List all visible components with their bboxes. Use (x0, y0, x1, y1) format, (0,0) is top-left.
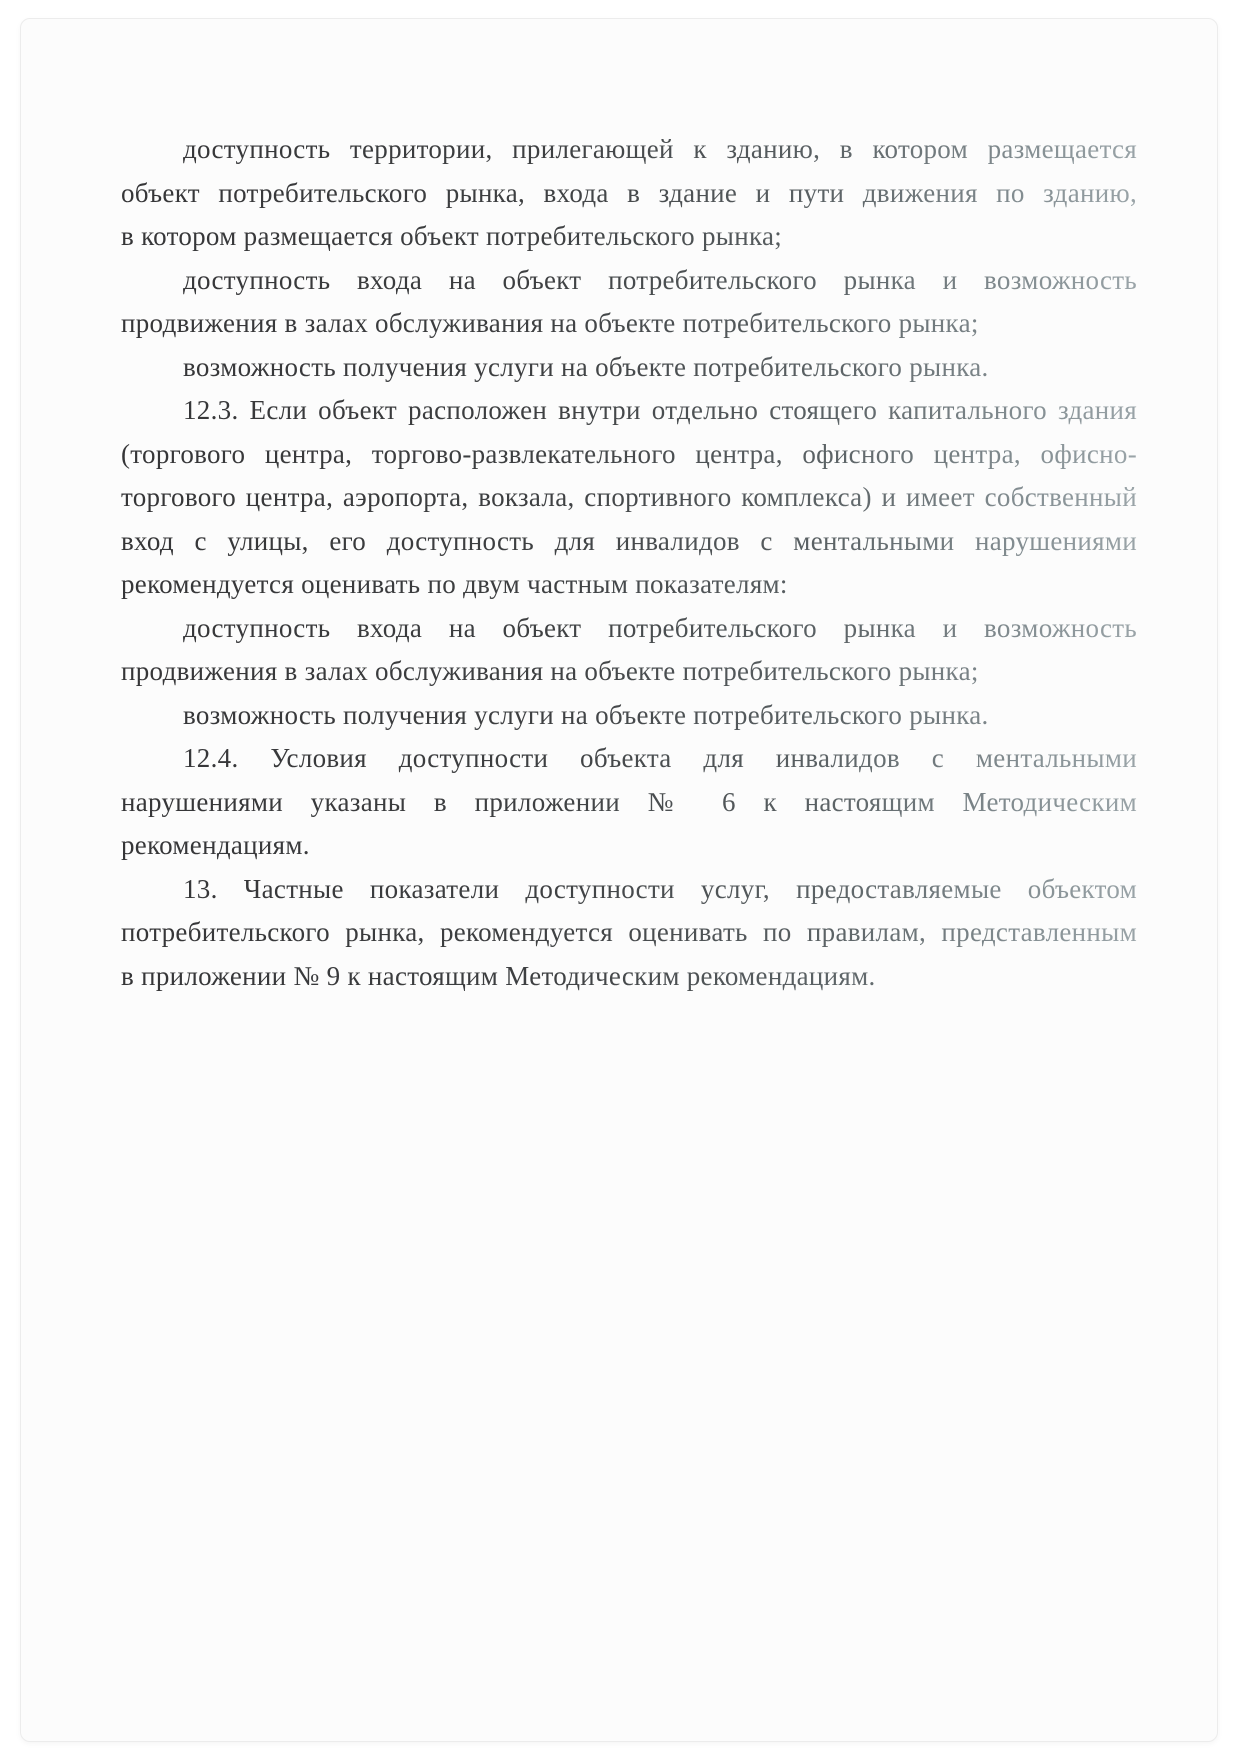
text-line: доступность входа на объект потребительского рынка и возможность (121, 259, 1137, 303)
text-line: возможность получения услуги на объекте потребительского рынка. (121, 694, 1137, 738)
text-line: в приложении № 9 к настоящим Методическим рекомендациям. (121, 955, 1137, 999)
text-line: рекомендуется оценивать по двум частным показателям: (121, 563, 1137, 607)
text-line: доступность входа на объект потребительского рынка и возможность (121, 607, 1137, 651)
text-line: в котором размещается объект потребительского рынка; (121, 215, 1137, 259)
paragraph (121, 694, 1137, 738)
text-line: объект потребительского рынка, входа в здание и пути движения по зданию, (121, 172, 1137, 216)
paragraph (121, 868, 1137, 999)
text-line: вход с улицы, его доступность для инвалидов с ментальными нарушениями (121, 520, 1137, 564)
paragraph (121, 389, 1137, 607)
text-line: 12.4. Условия доступности объекта для инвалидов с ментальными (121, 737, 1137, 781)
scanned-page (20, 18, 1218, 1742)
paragraph (121, 128, 1137, 259)
text-line: торгового центра, аэропорта, вокзала, спортивного комплекса) и имеет собственный (121, 476, 1137, 520)
text-line: возможность получения услуги на объекте потребительского рынка. (121, 346, 1137, 390)
document-body (121, 128, 1137, 998)
text-line: продвижения в залах обслуживания на объекте потребительского рынка; (121, 650, 1137, 694)
text-line: (торгового центра, торгово-развлекательного центра, офисного центра, офисно- (121, 433, 1137, 477)
text-line: 13. Частные показатели доступности услуг, предоставляемые объектом (121, 868, 1137, 912)
text-line: 12.3. Если объект расположен внутри отдельно стоящего капитального здания (121, 389, 1137, 433)
text-line: потребительского рынка, рекомендуется оценивать по правилам, представленным (121, 911, 1137, 955)
text-line: продвижения в залах обслуживания на объекте потребительского рынка; (121, 302, 1137, 346)
text-line: нарушениями указаны в приложении № 6 к настоящим Методическим (121, 781, 1137, 825)
text-line: рекомендациям. (121, 824, 1137, 868)
paragraph (121, 607, 1137, 694)
paragraph (121, 259, 1137, 346)
paragraph (121, 737, 1137, 868)
text-line: доступность территории, прилегающей к зданию, в котором размещается (121, 128, 1137, 172)
paragraph (121, 346, 1137, 390)
